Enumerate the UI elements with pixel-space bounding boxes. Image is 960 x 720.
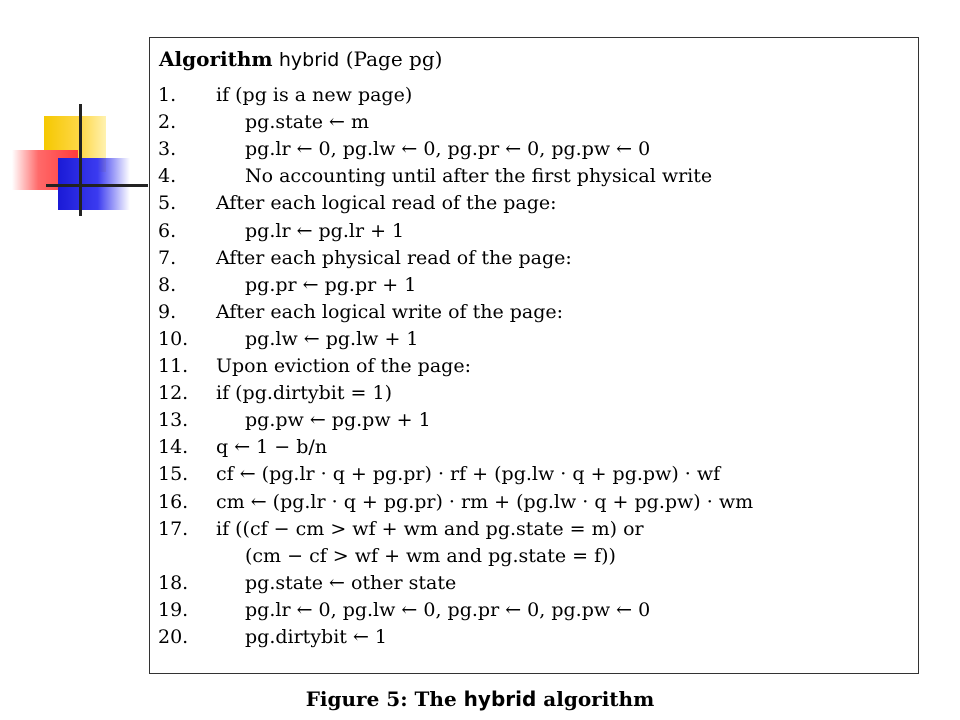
line-code: cm ← (pg.lr · q + pg.pr) · rm + (pg.lw · q + pg.pw) · wm xyxy=(216,490,754,513)
line-number: 3. xyxy=(158,138,177,161)
line-code: q ← 1 − b/n xyxy=(216,436,328,459)
line-number: 2. xyxy=(158,111,177,134)
line-number: 1. xyxy=(158,84,177,106)
line-number: 12. xyxy=(158,382,189,405)
line-number: 5. xyxy=(158,192,177,215)
line-number: 14. xyxy=(158,436,189,459)
line-number: 4. xyxy=(158,165,177,188)
algorithm-params: (Page pg) xyxy=(345,47,443,71)
line-number: 10. xyxy=(158,327,189,350)
line-code: No accounting until after the first physical write xyxy=(245,165,713,188)
line-number: 20. xyxy=(158,626,189,648)
line-number: 8. xyxy=(158,273,177,296)
line-number: 15. xyxy=(158,463,189,486)
line-code: After each physical read of the page: xyxy=(216,246,572,269)
line-number: 17. xyxy=(158,517,189,540)
line-number: 7. xyxy=(158,246,177,269)
caption-name: hybrid xyxy=(463,687,537,711)
logo-vertical-line xyxy=(79,104,82,216)
slide-logo xyxy=(0,0,160,240)
line-number: 16. xyxy=(158,490,189,513)
line-code: if (pg.dirtybit = 1) xyxy=(216,382,392,405)
line-code: pg.state ← other state xyxy=(245,571,457,594)
line-code: pg.pw ← pg.pw + 1 xyxy=(245,409,431,432)
algorithm-box xyxy=(149,37,919,674)
line-code: pg.lw ← pg.lw + 1 xyxy=(245,327,419,350)
algorithm-keyword: Algorithm xyxy=(159,47,273,71)
caption-prefix: Figure 5: The xyxy=(305,687,457,711)
line-code: Upon eviction of the page: xyxy=(216,355,471,377)
figure-caption xyxy=(0,687,960,711)
line-code: After each logical read of the page: xyxy=(216,192,557,215)
line-number: 18. xyxy=(158,571,189,594)
line-number: 6. xyxy=(158,219,177,242)
line-code: pg.state ← m xyxy=(245,111,369,134)
line-number: 9. xyxy=(158,300,177,323)
caption-suffix: algorithm xyxy=(543,687,655,711)
line-code: pg.lr ← 0, pg.lw ← 0, pg.pr ← 0, pg.pw ← 0 xyxy=(245,598,651,621)
line-code: cf ← (pg.lr · q + pg.pr) · rf + (pg.lw · q + pg.pw) · wf xyxy=(216,463,721,486)
algorithm-title xyxy=(159,47,442,71)
line-code: pg.pr ← pg.pr + 1 xyxy=(245,273,417,296)
algorithm-name: hybrid xyxy=(278,49,340,71)
line-code: if ((cf − cm > wf + wm and pg.state = m) or xyxy=(216,517,644,540)
line-code: pg.dirtybit ← 1 xyxy=(245,626,388,648)
line-code: (cm − cf > wf + wm and pg.state = f)) xyxy=(245,544,616,567)
line-number: 11. xyxy=(158,355,189,377)
line-code: if (pg is a new page) xyxy=(216,84,413,106)
logo-horizontal-line xyxy=(46,184,148,187)
line-code: After each logical write of the page: xyxy=(216,300,564,323)
line-number: 13. xyxy=(158,409,189,432)
line-code: pg.lr ← 0, pg.lw ← 0, pg.pr ← 0, pg.pw ← 0 xyxy=(245,138,651,161)
line-number: 19. xyxy=(158,598,189,621)
line-code: pg.lr ← pg.lr + 1 xyxy=(245,219,405,242)
